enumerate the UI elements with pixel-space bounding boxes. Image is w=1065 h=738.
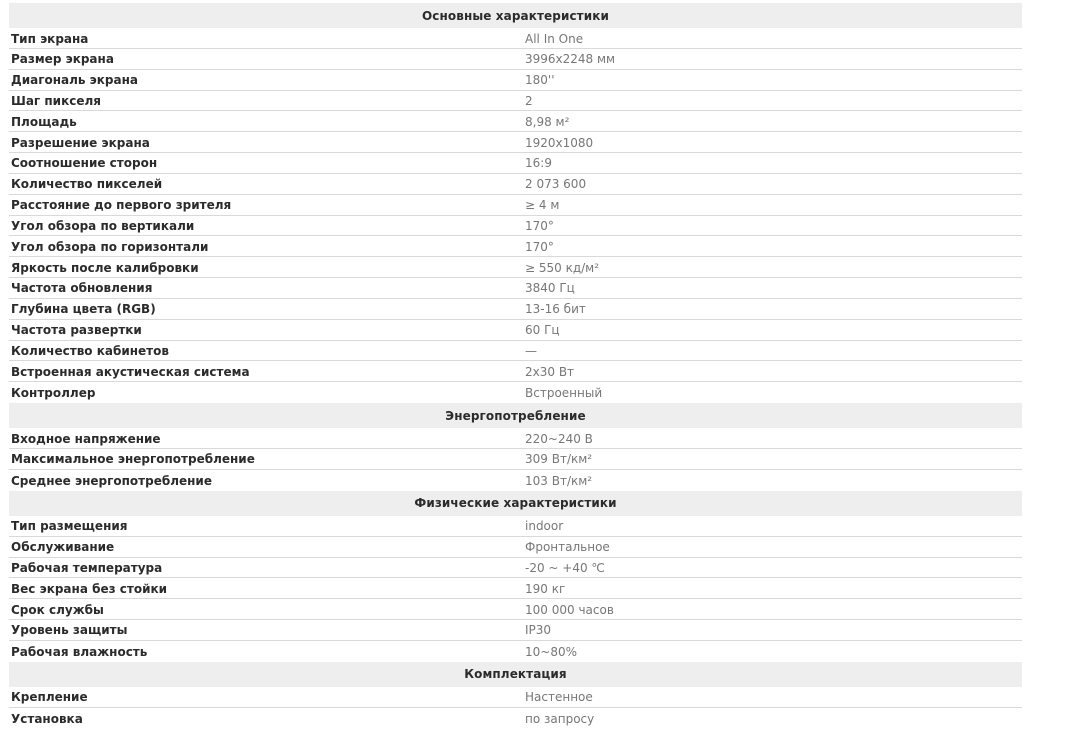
spec-label: Размер экрана [11, 52, 114, 67]
spec-value: 3996x2248 мм [525, 52, 616, 67]
spec-value: 170° [525, 218, 554, 233]
spec-row [9, 196, 1022, 216]
spec-row [9, 709, 1022, 729]
spec-label: Максимальное энергопотребление [11, 452, 255, 467]
spec-row [9, 300, 1022, 320]
spec-label: Глубина цвета (RGB) [11, 302, 156, 317]
spec-value: 2x30 Вт [525, 364, 575, 379]
spec-value: ≥ 4 м [525, 198, 560, 213]
spec-value: -20 ~ +40 ℃ [525, 560, 605, 575]
section-header: Энергопотребление [9, 403, 1022, 428]
spec-row [9, 29, 1022, 49]
spec-label: Диагональ экрана [11, 73, 138, 88]
spec-label: Угол обзора по горизонтали [11, 239, 209, 254]
spec-label: Рабочая температура [11, 560, 163, 575]
spec-label: Срок службы [11, 602, 104, 617]
spec-row [9, 688, 1022, 708]
spec-table [9, 3, 1022, 729]
spec-label: Угол обзора по вертикали [11, 218, 195, 233]
spec-label: Разрешение экрана [11, 135, 150, 150]
spec-row [9, 383, 1022, 403]
spec-row [9, 429, 1022, 449]
spec-value: Фронтальное [525, 540, 610, 555]
spec-label: Входное напряжение [11, 431, 161, 446]
spec-label: Частота развертки [11, 323, 142, 338]
spec-row [9, 175, 1022, 195]
spec-value: 10~80% [525, 644, 577, 659]
spec-value: 13-16 бит [525, 302, 586, 317]
spec-row [9, 258, 1022, 278]
section-header: Физические характеристики [9, 491, 1022, 516]
spec-row [9, 321, 1022, 341]
section-package [9, 662, 1022, 729]
spec-value: Встроенный [525, 386, 603, 401]
spec-label: Расстояние до первого зрителя [11, 198, 232, 213]
spec-label: Количество кабинетов [11, 343, 169, 358]
spec-value: по запросу [525, 711, 595, 726]
spec-row [9, 237, 1022, 257]
spec-value: 309 Вт/км² [525, 452, 593, 467]
spec-row [9, 362, 1022, 382]
spec-value: 220~240 В [525, 431, 593, 446]
spec-value: 190 кг [525, 581, 566, 596]
spec-label: Контроллер [11, 386, 96, 401]
spec-value: 170° [525, 239, 554, 254]
spec-row [9, 471, 1022, 491]
section-physical [9, 491, 1022, 662]
spec-label: Частота обновления [11, 281, 153, 296]
spec-label: Шаг пикселя [11, 93, 101, 108]
spec-row [9, 621, 1022, 641]
spec-row [9, 600, 1022, 620]
spec-row [9, 71, 1022, 91]
section-header: Комплектация [9, 662, 1022, 687]
spec-row [9, 642, 1022, 662]
spec-row [9, 538, 1022, 558]
spec-row [9, 133, 1022, 153]
spec-value: IP30 [525, 623, 552, 638]
spec-value: 16:9 [525, 156, 552, 171]
spec-row [9, 91, 1022, 111]
spec-label: Яркость после калибровки [11, 260, 199, 275]
section-power [9, 403, 1022, 491]
spec-value: 2 073 600 [525, 177, 587, 192]
spec-row [9, 50, 1022, 70]
spec-value: 2 [525, 93, 533, 108]
spec-row [9, 154, 1022, 174]
spec-row [9, 450, 1022, 470]
spec-label: Уровень защиты [11, 623, 128, 638]
spec-value: 8,98 м² [525, 114, 570, 129]
spec-label: Установка [11, 711, 83, 726]
spec-value: 180'' [525, 73, 555, 88]
spec-row [9, 558, 1022, 578]
spec-label: Соотношение сторон [11, 156, 158, 171]
spec-value: indoor [525, 519, 564, 534]
spec-label: Площадь [11, 114, 77, 129]
spec-row [9, 579, 1022, 599]
spec-label: Встроенная акустическая система [11, 364, 250, 379]
section-main [9, 3, 1022, 403]
spec-row [9, 112, 1022, 132]
spec-label: Рабочая влажность [11, 644, 148, 659]
spec-label: Среднее энергопотребление [11, 473, 212, 488]
section-header: Основные характеристики [9, 3, 1022, 28]
spec-value: — [525, 343, 537, 358]
spec-value: 103 Вт/км² [525, 473, 593, 488]
spec-row [9, 517, 1022, 537]
spec-row [9, 341, 1022, 361]
spec-label: Обслуживание [11, 540, 115, 555]
spec-row [9, 279, 1022, 299]
spec-value: 1920x1080 [525, 135, 594, 150]
spec-value: 100 000 часов [525, 602, 614, 617]
spec-label: Количество пикселей [11, 177, 163, 192]
spec-row [9, 216, 1022, 236]
spec-value: ≥ 550 кд/м² [525, 260, 600, 275]
spec-value: Настенное [525, 690, 593, 705]
spec-value: 60 Гц [525, 323, 560, 338]
spec-label: Вес экрана без стойки [11, 581, 168, 596]
spec-label: Крепление [11, 690, 88, 705]
spec-value: 3840 Гц [525, 281, 575, 296]
spec-value: All In One [525, 31, 584, 46]
spec-label: Тип размещения [11, 519, 128, 534]
spec-label: Тип экрана [11, 31, 89, 46]
